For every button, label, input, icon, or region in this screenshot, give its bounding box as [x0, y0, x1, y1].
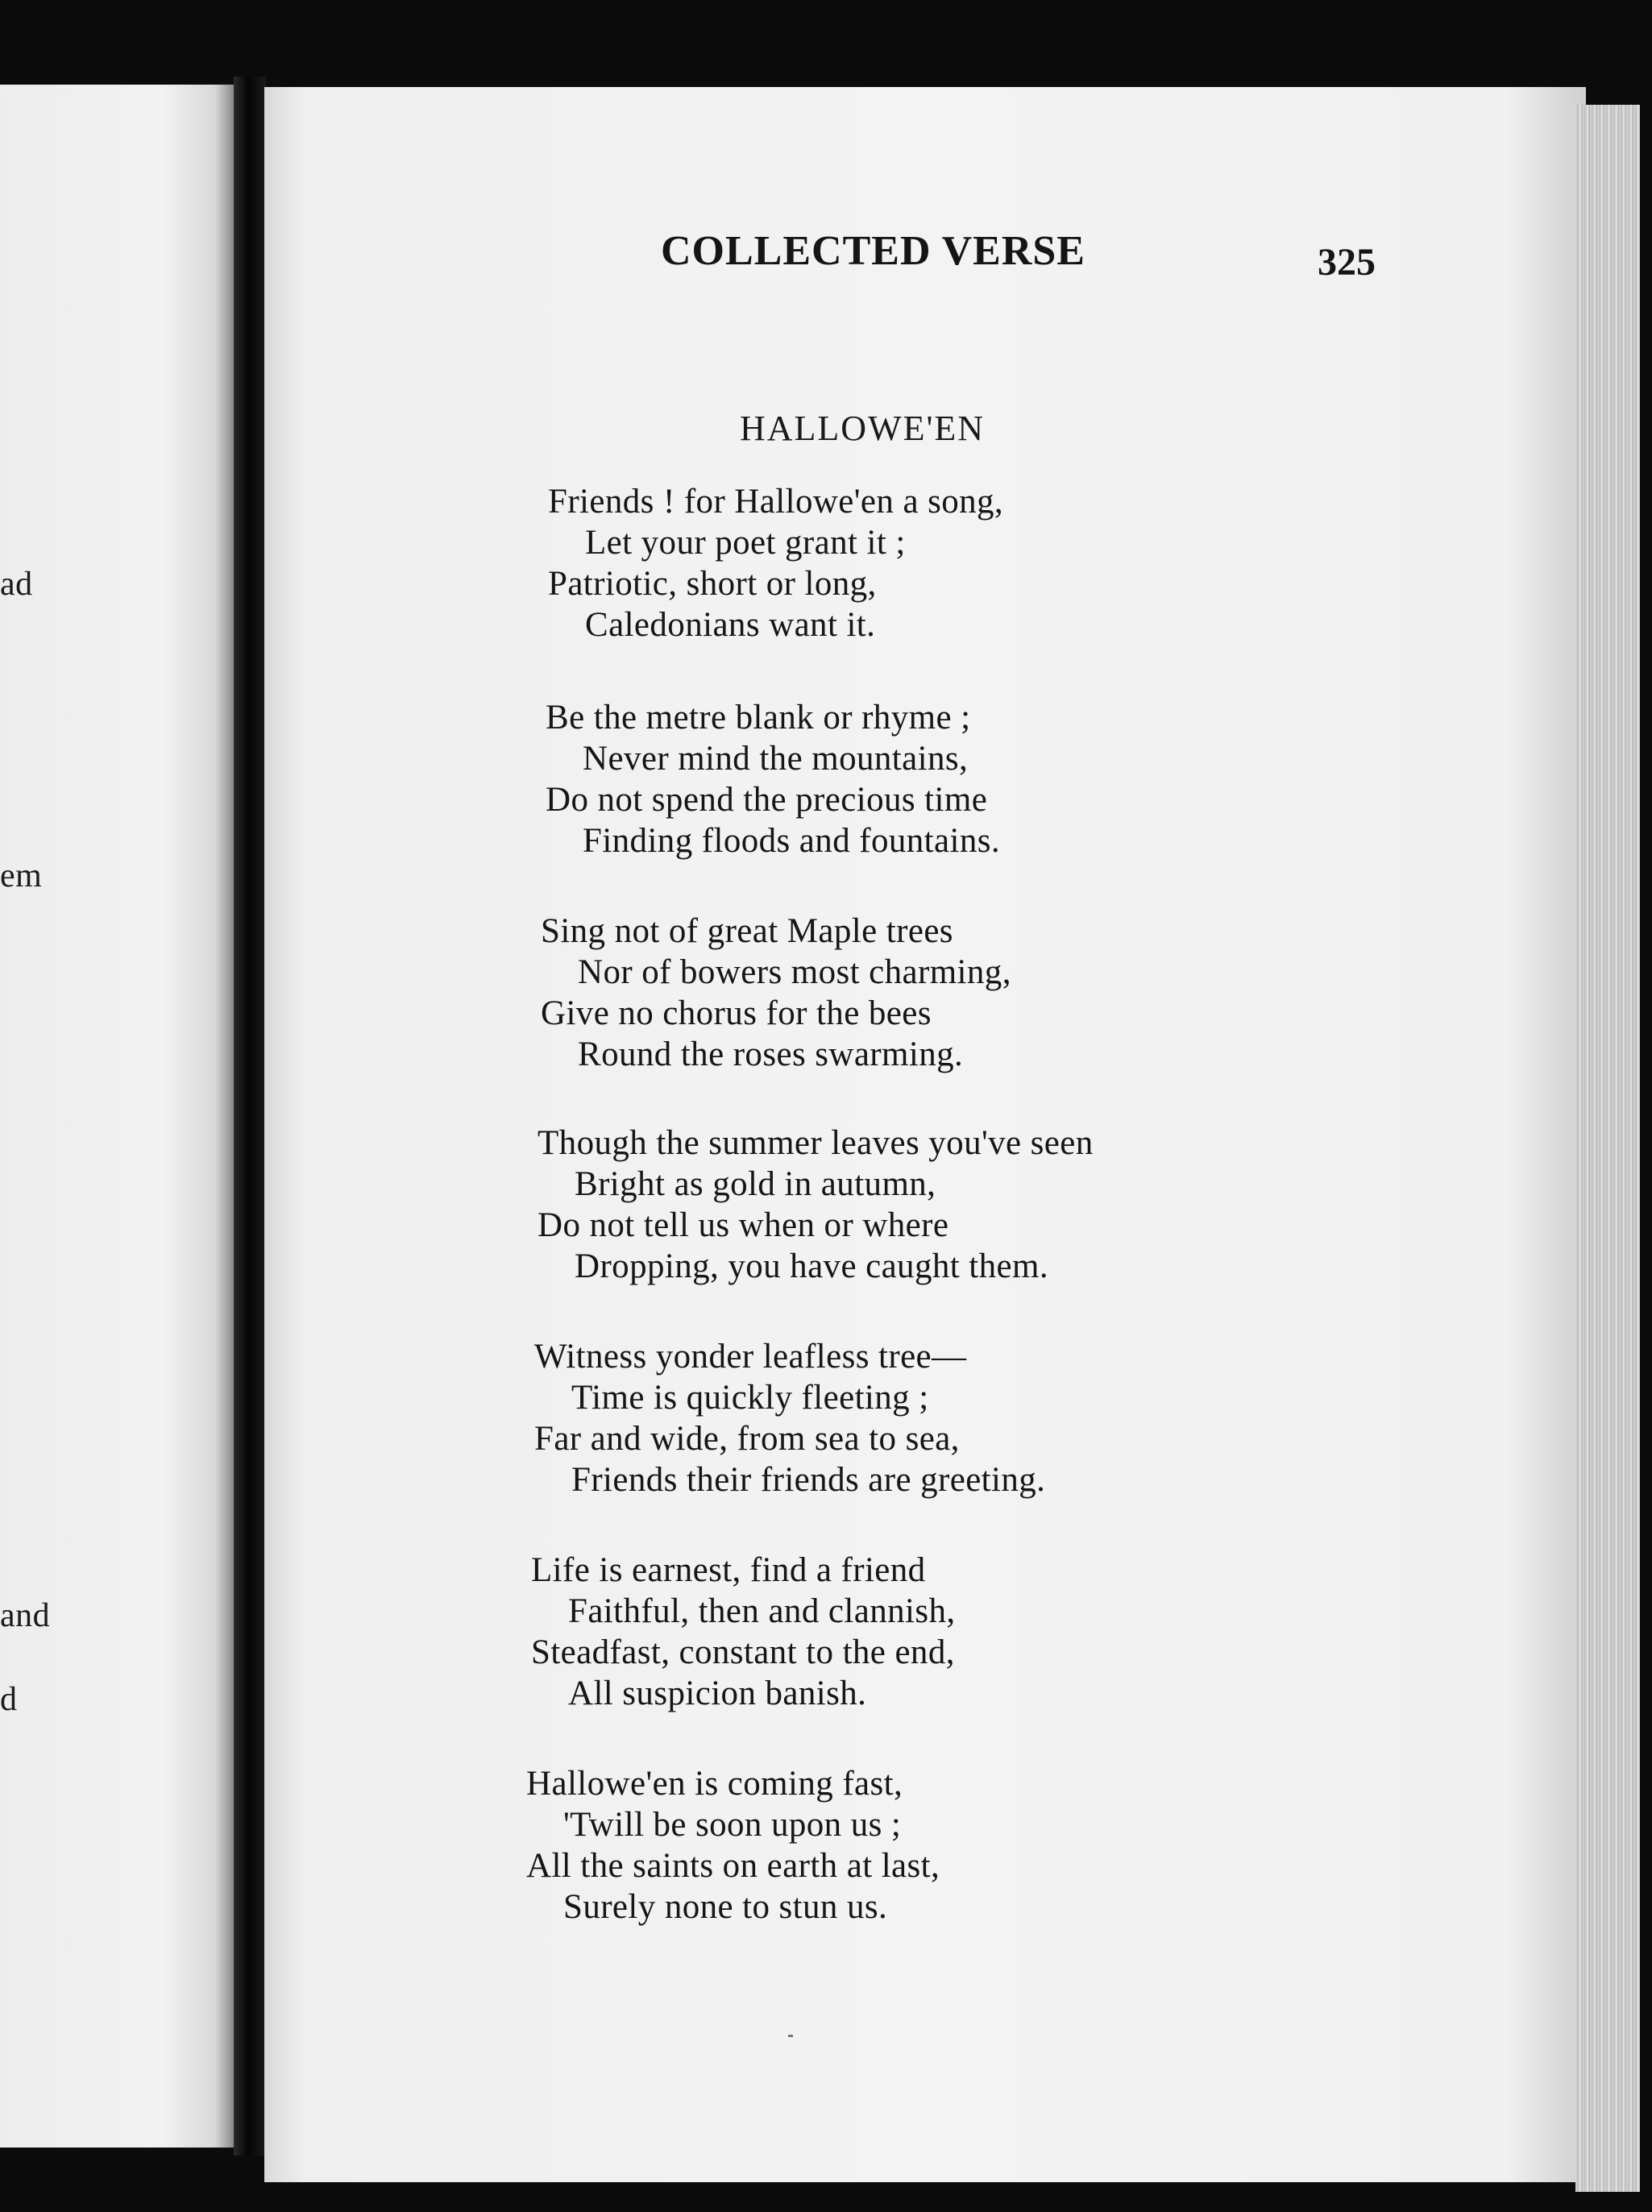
verse-line: 'Twill be soon upon us ;	[563, 1806, 902, 1844]
verse-line: Time is quickly fleeting ;	[571, 1379, 929, 1417]
print-speck	[788, 2035, 793, 2037]
page-number: 325	[1318, 241, 1376, 284]
verse-line: Never mind the mountains,	[583, 740, 969, 778]
verse-line: Steadfast, constant to the end,	[531, 1633, 955, 1671]
verse-line: Give no chorus for the bees	[541, 994, 932, 1032]
verse-line: All suspicion banish.	[568, 1675, 867, 1712]
verse-line: Dropping, you have caught them.	[575, 1247, 1048, 1285]
running-head: COLLECTED VERSE	[661, 228, 1085, 274]
verse-line: Friends their friends are greeting.	[571, 1461, 1046, 1499]
verse-line: Finding floods and fountains.	[583, 822, 1001, 860]
verse-line: Round the roses swarming.	[578, 1035, 964, 1073]
verse-line: Life is earnest, find a friend	[531, 1551, 926, 1589]
left-page	[0, 85, 234, 2148]
left-page-fragment: and	[0, 1597, 51, 1634]
verse-line: Friends ! for Hallowe'en a song,	[548, 483, 1004, 521]
verse-line: Nor of bowers most charming,	[578, 953, 1011, 991]
verse-line: Though the summer leaves you've seen	[538, 1124, 1094, 1162]
book-gutter	[234, 77, 266, 2156]
verse-line: Caledonians want it.	[585, 606, 876, 644]
verse-line: Surely none to stun us.	[563, 1888, 888, 1926]
verse-line: Far and wide, from sea to sea,	[534, 1420, 960, 1458]
verse-line: Be the metre blank or rhyme ;	[546, 699, 971, 737]
left-page-fragment: ad	[0, 566, 33, 603]
left-page-fragment: d	[0, 1681, 18, 1718]
verse-line: Witness yonder leafless tree—	[534, 1338, 967, 1376]
page-edge	[1575, 105, 1640, 2192]
poem-title: HALLOWE'EN	[740, 409, 986, 448]
verse-line: Hallowe'en is coming fast,	[526, 1765, 903, 1803]
verse-line: Patriotic, short or long,	[548, 565, 877, 603]
verse-line: Let your poet grant it ;	[585, 524, 906, 562]
verse-line: Do not spend the precious time	[546, 781, 988, 819]
left-page-fragment: em	[0, 857, 43, 894]
verse-line: Bright as gold in autumn,	[575, 1165, 936, 1203]
verse-line: Faithful, then and clannish,	[568, 1592, 956, 1630]
verse-line: All the saints on earth at last,	[526, 1847, 940, 1885]
verse-line: Sing not of great Maple trees	[541, 912, 953, 950]
verse-line: Do not tell us when or where	[538, 1206, 949, 1244]
